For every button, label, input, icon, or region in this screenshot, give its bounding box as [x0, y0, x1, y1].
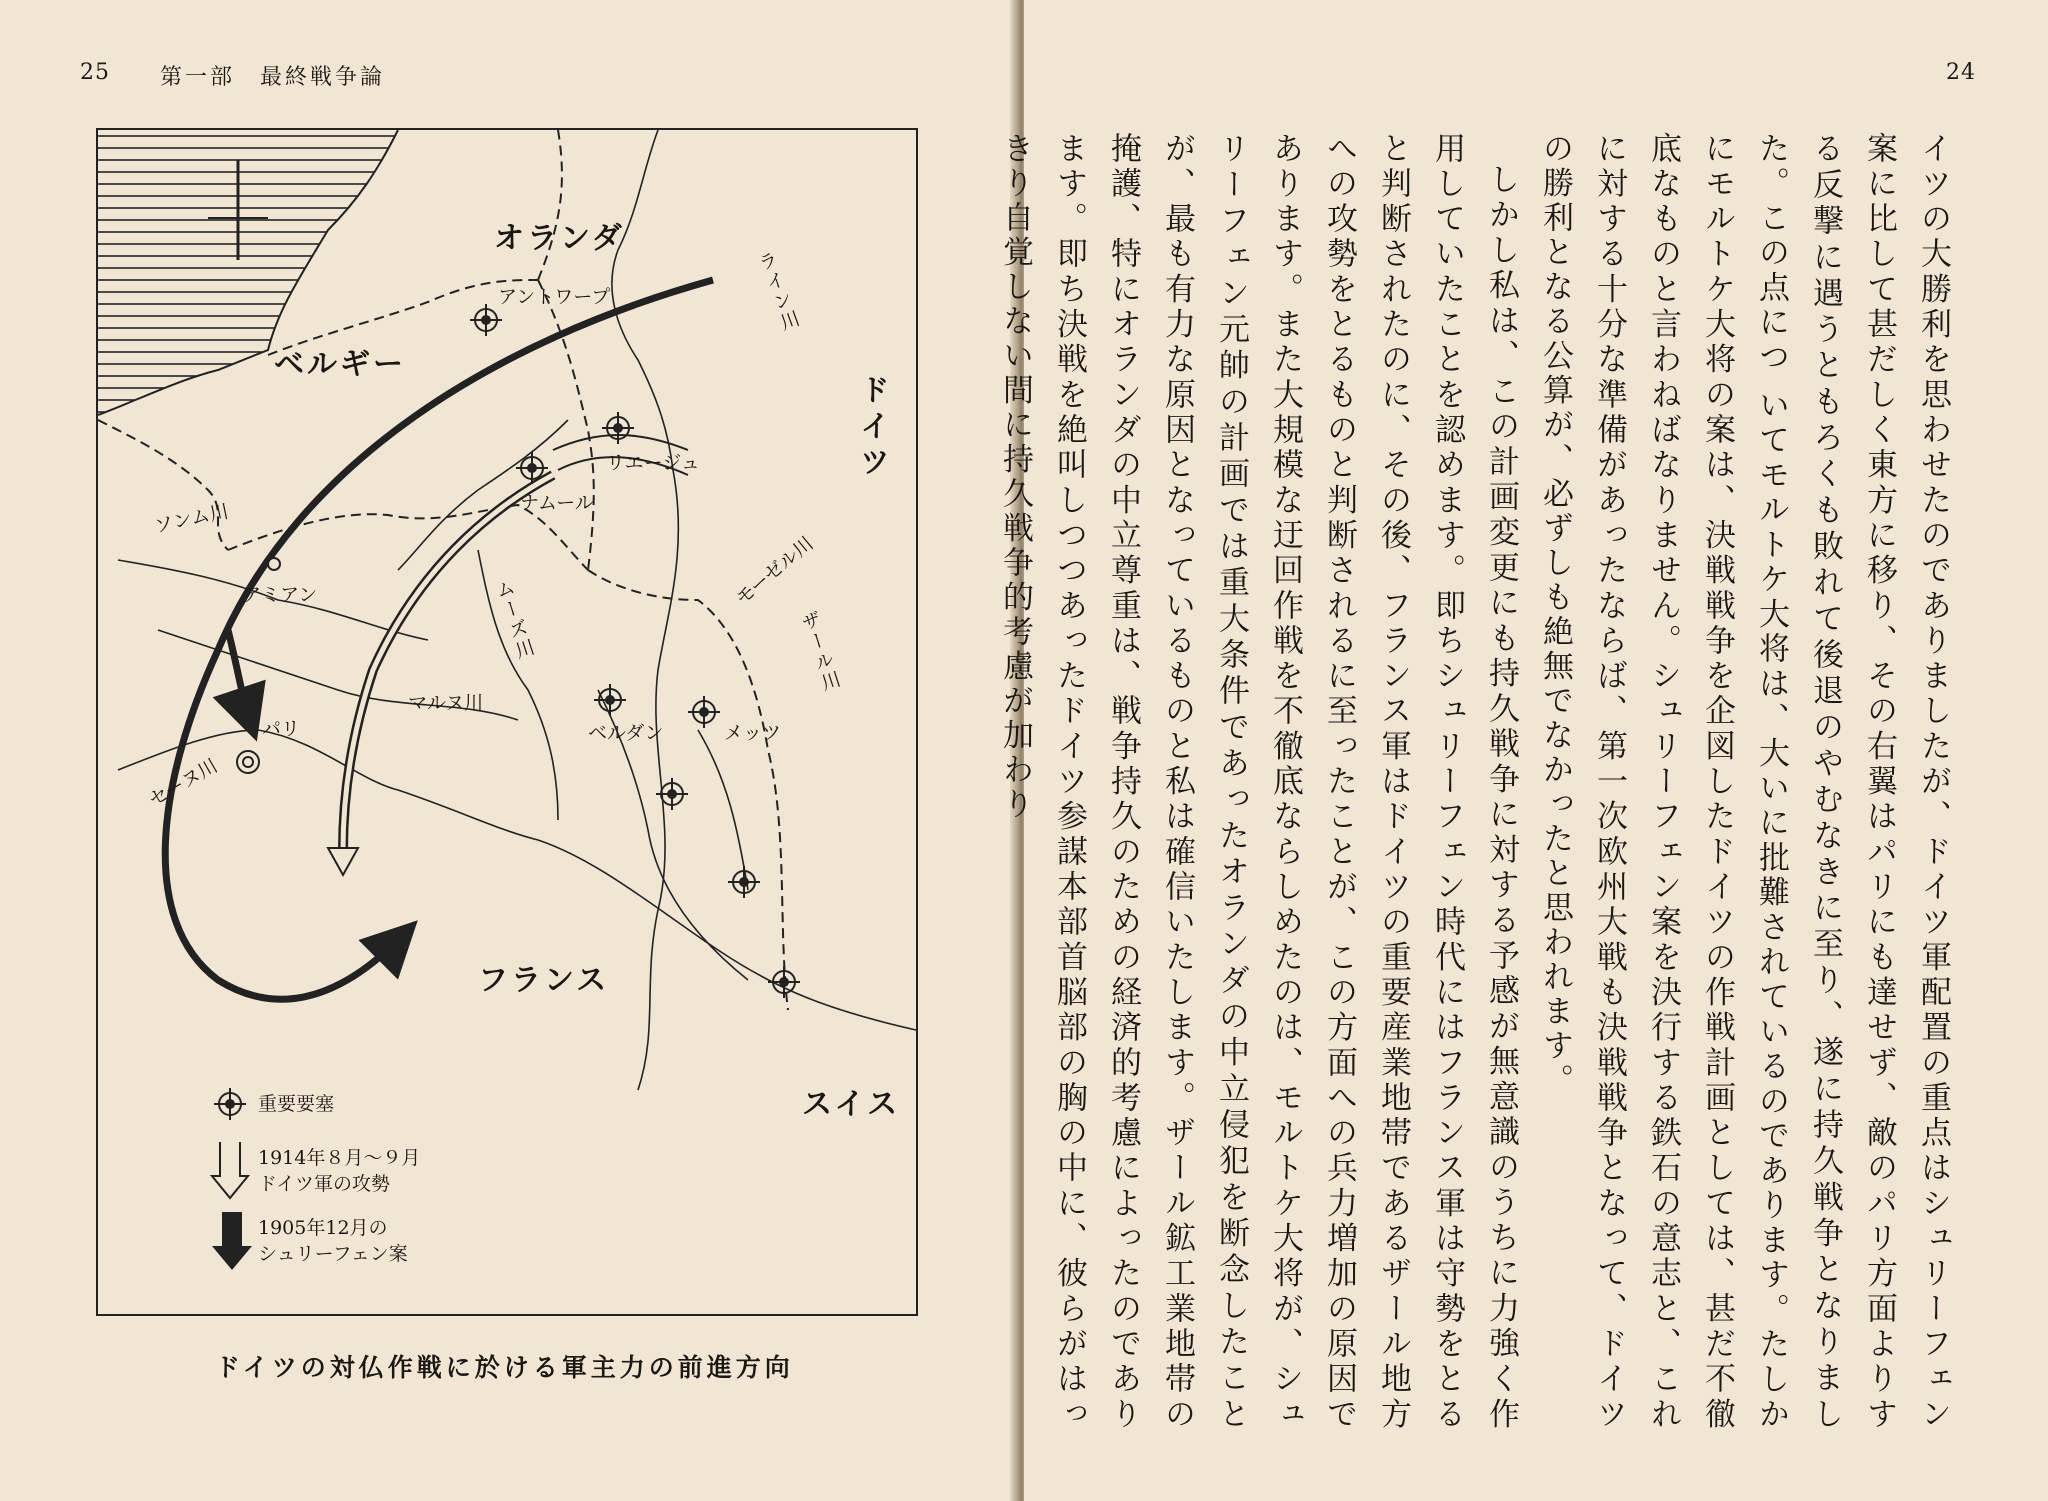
label-netherlands: オランダ: [494, 221, 625, 256]
label-amiens: アミアン: [242, 584, 318, 606]
label-switzerland: スイス: [802, 1087, 901, 1122]
label-liege: リエージュ: [606, 452, 700, 474]
label-seine-river: セーヌ川: [145, 754, 222, 812]
paris-dot: [237, 751, 259, 773]
legend-fortress-icon: [214, 1088, 246, 1120]
legend-plan-line1: 1905年12月の: [258, 1217, 388, 1239]
fortress-metz-icon: [688, 696, 720, 728]
amiens-dot: [268, 558, 280, 570]
legend-black-arrow-icon: [212, 1212, 252, 1270]
legend-fortress-label: 重要要塞: [258, 1093, 335, 1115]
label-france: フランス: [478, 963, 610, 998]
paragraph-1: イツの大勝利を思わせたのでありましたが、ドイツ軍配置の重点はシュリーフェン案に比して甚だしく東方に移り、その右翼はパリにも達せず、敵のパリ方面よりする反撃に遇うともろくも敗れて後退のやむなきに至り、遂に持久戦争となりました。この点につ いてモルトケ大将は、大いに批難されているのであります。たしかにモルトケ大将の案は、決戦戦争を企図したドイツの作戦計画としては、甚だ不徹底なものと言わねばなりません。シュリーフェン案を決行する鉄石の意志と、これに対する十分な準備があったならば、第一次欧州大戦も決戦戦争となって、ドイツの勝利となる公算が、必ずしも絶無でなかったと思われます。: [1537, 132, 1951, 1433]
body-text: [988, 132, 1960, 1432]
label-rhine-river: ライン川: [753, 248, 803, 336]
legend-plan-line2: シュリーフェン案: [258, 1242, 408, 1265]
page-number-right: 24: [1946, 60, 1976, 85]
label-verdun: ベルダン: [588, 722, 664, 744]
label-saar-river: ザール川: [796, 608, 844, 696]
label-metz: メッツ: [724, 722, 782, 744]
fortress-liege-icon: [602, 412, 634, 444]
legend-attack-line2: ドイツ軍の攻勢: [258, 1172, 391, 1195]
schlieffen-plan-arrow-icon: [165, 280, 713, 999]
fortress-antwerp-icon: [470, 304, 502, 336]
label-marne-river: マルヌ川: [408, 692, 484, 714]
label-antwerp: アントワープ: [498, 286, 611, 308]
legend-attack-line1: 1914年８月～９月: [258, 1147, 421, 1169]
running-head: 第一部 最終戦争論: [160, 65, 386, 90]
fortress-epinal-icon: [728, 866, 760, 898]
label-namur: ナムール: [520, 492, 594, 514]
legend-attack-1914: [258, 1146, 420, 1197]
legend-hollow-arrow-icon: [212, 1142, 248, 1198]
figure-caption: ドイツの対仏作戦に於ける軍主力の前進方向: [215, 1353, 794, 1382]
page-number-left: 25: [80, 60, 110, 85]
right-page: [997, 0, 2048, 1501]
label-meuse-river: ムーズ川: [490, 576, 538, 664]
label-germany: ドイツ: [854, 374, 889, 482]
legend-schlieffen-plan: [258, 1216, 408, 1267]
map-figure: [96, 128, 918, 1316]
left-page: [0, 0, 1016, 1501]
label-belgium: ベルギー: [274, 347, 406, 382]
fortress-verdun-icon: [594, 684, 626, 716]
paragraph-2: しかし私は、この計画変更にも持久戦争に対する予感が無意識のうちに力強く作用していたことを認めます。即ちシュリーフェン時代にはフランス軍は守勢をとると判断されたのに、その後、フランス軍はドイツの重要産業地帯であるザール地方への攻勢をとるものと判断されるに至ったことが、この方面への兵力増加の原因であります。また大規模な迂回作戦を不徹底ならしめたのは、モルトケ大将が、シュリーフェン元帥の計画では重大条件であったオランダの中立侵犯を断念したことが、最も有力な原因となっているものと私は確信いたします。ザール鉱工業地帯の掩護、特にオランダの中立尊重は、戦争持久のための経済的考慮によったのであります。即ち決戦を絶叫しつつあったドイツ参謀本部首脳部の胸の中に、彼らがはっきり自覚しない間に持久戦争的考慮が加わり: [997, 132, 1519, 1433]
label-somme-river: ソンム川: [152, 500, 231, 538]
label-moselle-river: モーゼル川: [731, 532, 818, 610]
label-paris: パリ: [262, 718, 301, 740]
